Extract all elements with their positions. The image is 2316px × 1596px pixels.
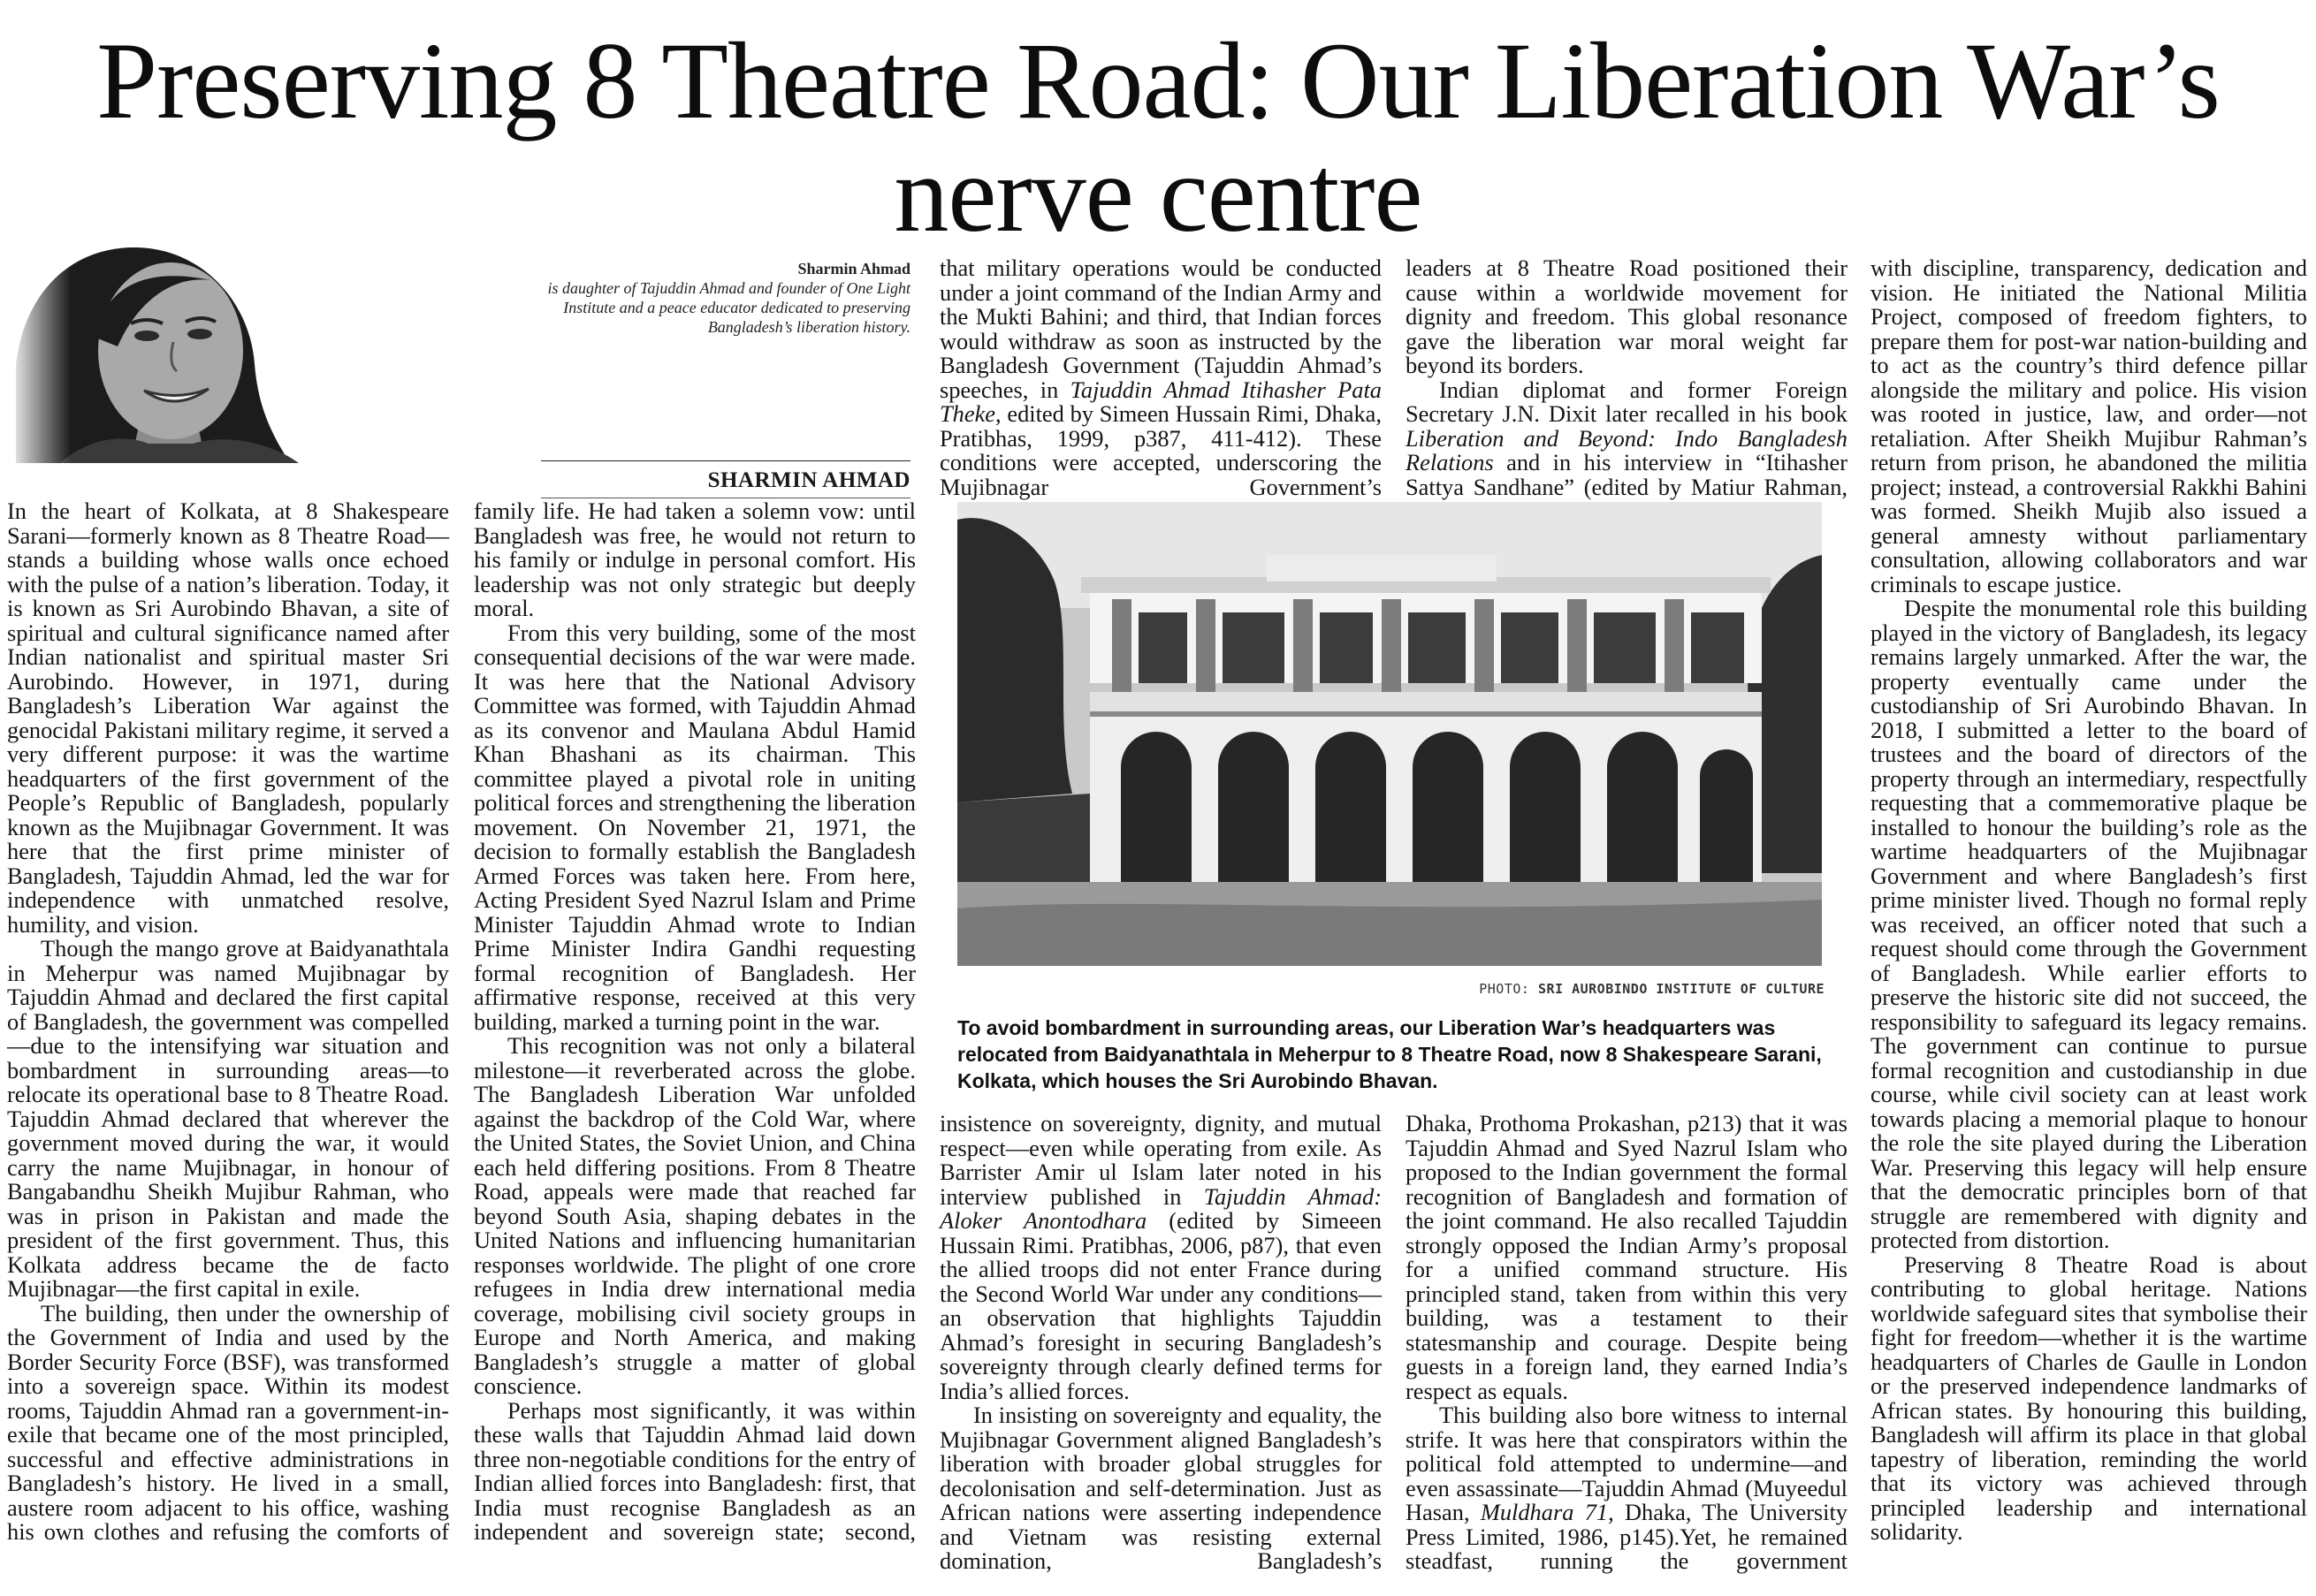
photo-caption: To avoid bombardment in surrounding areas, our Liberation War’s headquarters was relocated from Baidyanathtala in Meherpur to 8 Theatre Road, now 8 Shakespeare Sarani, Kolkata, which houses the Sri Aurobindo Bhavan. <box>957 1016 1822 1092</box>
article-paragraph: that military operations would be conducted under a joint command of the Indian Army and the Mukti Bahini; and third, that Indian forces would withdraw as soon as instructed by the Bangladesh Government (Tajuddin Ahmad’s speeches, in Tajuddin Ahmad Itihasher Pata Theke, edited by Simeen Hussain Rimi, Dhaka, Pratibhas, 1999, p387, 411-412). These conditions were accepted, underscoring the Mujibnagar Government’s <box>940 255 1382 500</box>
article-paragraph: In the heart of Kolkata, at 8 Shakespeare Sarani—formerly known as 8 Theatre Road—stands a building whose walls once echoed with the pulse of a nation’s liberation. Today, it is known as Sri Aurobindo Bhavan, a site of spiritual and cultural significance named after Indian nationalist and spiritual master Sri Aurobindo. However, in 1971, during Bangladesh’s Liberation War against the genocidal Pakistani military regime, it served a very different purpose: it was the wartime headquarters of the first government of the People’s Republic of Bangladesh, popularly known as the Mujibnagar Government. It was here that the first prime minister of Bangladesh, Tajuddin Ahmad, led the war for independence with unmatched resolve, humility, and vision. <box>7 498 449 938</box>
article-paragraph: Perhaps most significantly, it was within these walls that Tajuddin Ahmad laid down three non-negotiable conditions for the entry of Indian allied forces into Bangladesh: first, that India must recognise Bangladesh as an independent and sovereign state; second, <box>474 1396 916 1545</box>
article-paragraph: family life. He had taken a solemn vow: until Bangladesh was free, he would not return to his family or indulge in personal comfort. His leadership was not only strategic but deeply moral. <box>474 498 916 621</box>
article-column-5 <box>1870 256 2307 1545</box>
article-column-1 <box>7 499 449 1545</box>
byline: SHARMIN AHMAD <box>707 468 910 492</box>
author-name: Sharmin Ahmad <box>797 260 910 277</box>
article-paragraph: with discipline, transparency, dedication and vision. He initiated the National Militia Project, composed of freedom fighters, to prepare them for post-war nation-building and to act as the country’s third defence pillar alongside the military and police. His vision was rooted in justice, law, and order—not retaliation. After Sheikh Mujibur Rahman’s return from prison, he abandoned the militia project; instead, a controversial Rakkhi Bahini was formed. Sheikh Mujib also issued a general amnesty without parliamentary consultation, allowing collaborators and war criminals to escape justice. <box>1870 255 2307 597</box>
article-paragraph: From this very building, some of the most consequential decisions of the war were made. It was here that the National Advisory Committee was formed, with Tajuddin Ahmad as its convenor and Maulana Abdul Hamid Khan Bhashani as its chairman. This committee played a pivotal role in uniting political forces and strengthening the liberation movement. On November 21, 1971, the decision to formally establish the Bangladesh Armed Forces was taken here. From here, Acting President Syed Nazrul Islam and Prime Minister Tajuddin Ahmad wrote to Indian Prime Minister Indira Gandhi requesting formal recognition of Bangladesh. Her affirmative response, received at this very building, marked a turning point in the war. <box>474 619 916 1035</box>
author-bio-text: is daughter of Tajuddin Ahmad and founder of One Light Institute and a peace educator dedicated to preserving Bangladesh’s liberation history. <box>547 279 910 336</box>
article-paragraph: Preserving 8 Theatre Road is about contributing to global heritage. Nations worldwide safeguard sites that symbolise their fight for freedom—whether it is the wartime headquarters of Charles de Gaulle in London or the preserved independence landmarks of African states. By honouring this building, Bangladesh will affirm its place in that global tapestry of liberation, reminding the world that its victory was achieved through principled leadership and international solidarity. <box>1870 1250 2307 1545</box>
author-portrait <box>7 232 537 463</box>
author-bio <box>495 259 910 337</box>
article-column-4-top <box>1406 256 1847 499</box>
article-column-3-top <box>940 256 1382 499</box>
byline-rule-top <box>541 460 910 461</box>
article-column-2 <box>474 499 916 1545</box>
article-paragraph: The building, then under the ownership of the Government of India and used by the Border Security Force (BSF), was transformed into a sovereign space. Within its modest rooms, Tajuddin Ahmad ran a government-in-exile that became one of the most principled, successful and effective administrations in Bangladesh’s history. He lived in a small, austere room adjacent to his office, washing his own clothes and refusing the comforts of <box>7 1299 449 1545</box>
article-paragraph: In insisting on sovereignty and equality, the Mujibnagar Government aligned Bangladesh’s liberation with broader global struggles for decolonisation and self-determination. Just as African nations were asserting independence and Vietnam was resisting external domination, Bangladesh’s <box>940 1402 1382 1574</box>
article-paragraph: leaders at 8 Theatre Road positioned their cause within a worldwide movement for dignity and freedom. This global resonance gave the liberation war moral weight far beyond its borders. <box>1406 255 1847 378</box>
article-paragraph: Dhaka, Prothoma Prokashan, p213) that it was Tajuddin Ahmad and Syed Nazrul Islam who proposed to the Indian government the formal recognition of Bangladesh and formation of the joint command. He also recalled Tajuddin strongly opposed the Indian Army’s proposal for a unified command structure. His principled stand, taken from within this very building, was a testament to their statesmanship and courage. Despite being guests in a foreign land, they earned India’s respect as equals. <box>1406 1110 1847 1404</box>
article-column-3-bottom <box>940 1112 1382 1574</box>
article-paragraph: This building also bore witness to internal strife. It was here that conspirators within the political fold attempted to undermine—and even assassinate—Tajuddin Ahmad (Muyeedul Hasan, Muldhara 71, Dhaka, The University Press Limited, 1986, p145).Yet, he remained steadfast, running the government <box>1406 1402 1847 1574</box>
photo-credit-prefix: PHOTO: <box>1479 981 1530 997</box>
article-paragraph: Though the mango grove at Baidyanathtala in Meherpur was named Mujibnagar by Tajuddin Ahmad and declared the first capital of Bangladesh, the government was compelled—due to the intensifying war situation and bombardment in surrounding areas—to relocate its operational base to 8 Theatre Road. Tajuddin Ahmad declared that wherever the government moved during the war, it would carry the name Mujibnagar, in honour of Bangabandhu Sheikh Mujibur Rahman, who was in prison in Pakistan and made the president of the first government. Thus, this Kolkata address became the de facto Mujibnagar—the first capital in exile. <box>7 935 449 1302</box>
article-paragraph: Indian diplomat and former Foreign Secretary J.N. Dixit later recalled in his book Liberation and Beyond: Indo Bangladesh Relations and in his interview in “Itihasher Sattya Sandhane” (edited by Matiur Rahman, <box>1406 376 1847 500</box>
building-photo <box>957 502 1822 966</box>
article-paragraph: This recognition was not only a bilateral milestone—it reverberated across the globe. The Bangladesh Liberation War unfolded against the backdrop of the Cold War, where the United States, the Soviet Union, and China each held differing positions. From 8 Theatre Road, appeals were made that reached far beyond South Asia, shaping debates in the United Nations and influencing humanitarian responses worldwide. The plight of one crore refugees in India drew international media coverage, mobilising civil society groups in Europe and North America, and making Bangladesh’s struggle a matter of global conscience. <box>474 1032 916 1399</box>
article-column-4-bottom <box>1406 1112 1847 1574</box>
photo-credit-source: SRI AUROBINDO INSTITUTE OF CULTURE <box>1537 981 1825 997</box>
article-paragraph: Despite the monumental role this building played in the victory of Bangladesh, its legacy remains largely unmarked. After the war, the property eventually came under the custodianship of Sri Aurobindo Bhavan. In 2018, I submitted a letter to the board of trustees and the board of directors of the property through an intermediary, respectfully requesting that a commemorative plaque be installed to honour the building’s role as the wartime headquarters of the Mujibnagar Government and where Bangladesh’s first prime minister lived. Though no formal reply was received, an officer noted that such a request should come through the Government of Bangladesh. While earlier efforts to preserve the historic site did not succeed, the responsibility to safeguard its legacy remains. The government can continue to pursue formal recognition and custodianship in due course, while civil society can at least work towards placing a memorial plaque to honour the role the site played during the Liberation War. Preserving this legacy will help ensure that the democratic principles born of that struggle are remembered with dignity and protected from distortion. <box>1870 595 2307 1253</box>
headline: Preserving 8 Theatre Road: Our Liberation War’s nerve centre <box>96 20 2220 255</box>
photo-credit <box>955 981 1825 997</box>
article-paragraph: insistence on sovereignty, dignity, and mutual respect—even while operating from exile. As Barrister Amir ul Islam later noted in his interview published in Tajuddin Ahmad: Aloker Anontodhara (edited by Simeeen Hussain Rimi. Pratibhas, 2006, p87), that even the allied troops did not enter France during the Second World War under any conditions—an observation that highlights Tajuddin Ahmad’s foresight in securing Bangladesh’s sovereignty through clearly defined terms for India’s allied forces. <box>940 1110 1382 1404</box>
